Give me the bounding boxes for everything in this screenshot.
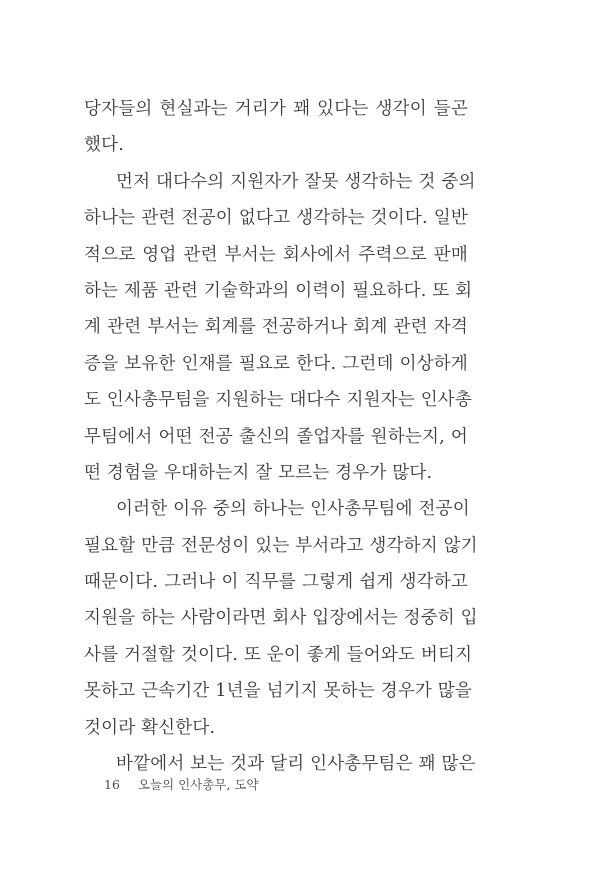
paragraph-first-line: 바깥에서 보는 것과 달리 인사총무팀은 꽤 많은	[116, 754, 476, 775]
text-line: 때문이다. 그러나 이 직무를 그렇게 쉽게 생각하고	[84, 572, 468, 593]
text-line: 증을 보유한 인재를 필요로 한다. 그런데 이상하게	[84, 353, 468, 374]
text-line: 무팀에서 어떤 전공 출신의 졸업자를 원하는지, 어	[84, 426, 468, 447]
text-line: 당자들의 현실과는 거리가 꽤 있다는 생각이 들곤	[84, 99, 468, 119]
text-line: 떤 경험을 우대하는지 잘 모르는 경우가 많다.	[84, 462, 433, 483]
paragraph-first-line: 먼저 대다수의 지원자가 잘못 생각하는 것 중의	[116, 171, 476, 192]
text-line: 적으로 영업 관련 부서는 회사에서 주력으로 판매	[84, 244, 468, 265]
text-line: 못하고 근속기간 1년을 넘기지 못하는 경우가 많을	[84, 681, 473, 702]
page-number: 16	[104, 777, 120, 792]
text-line: 하나는 관련 전공이 없다고 생각하는 것이다. 일반	[84, 208, 468, 229]
book-title: 오늘의 인사총무, 도약	[137, 777, 259, 792]
text-line: 하는 제품 관련 기술학과의 이력이 필요하다. 또 회	[84, 280, 473, 301]
page-footer	[104, 775, 259, 793]
text-line: 사를 거절할 것이다. 또 운이 좋게 들어와도 버티지	[84, 644, 473, 665]
body-text	[84, 96, 478, 787]
text-line: 지원을 하는 사람이라면 회사 입장에서는 정중히 입	[84, 608, 478, 629]
paragraph-first-line: 이러한 이유 중의 하나는 인사총무팀에 전공이	[116, 499, 470, 520]
text-line: 필요할 만큼 전문성이 있는 부서라고 생각하지 않기	[84, 535, 478, 556]
text-line: 도 인사총무팀을 지원하는 대다수 지원자는 인사총	[84, 390, 473, 411]
text-line: 것이라 확신한다.	[84, 717, 216, 738]
text-line: 했다.	[84, 135, 124, 156]
text-line: 계 관련 부서는 회계를 전공하거나 회계 관련 자격	[84, 317, 468, 338]
